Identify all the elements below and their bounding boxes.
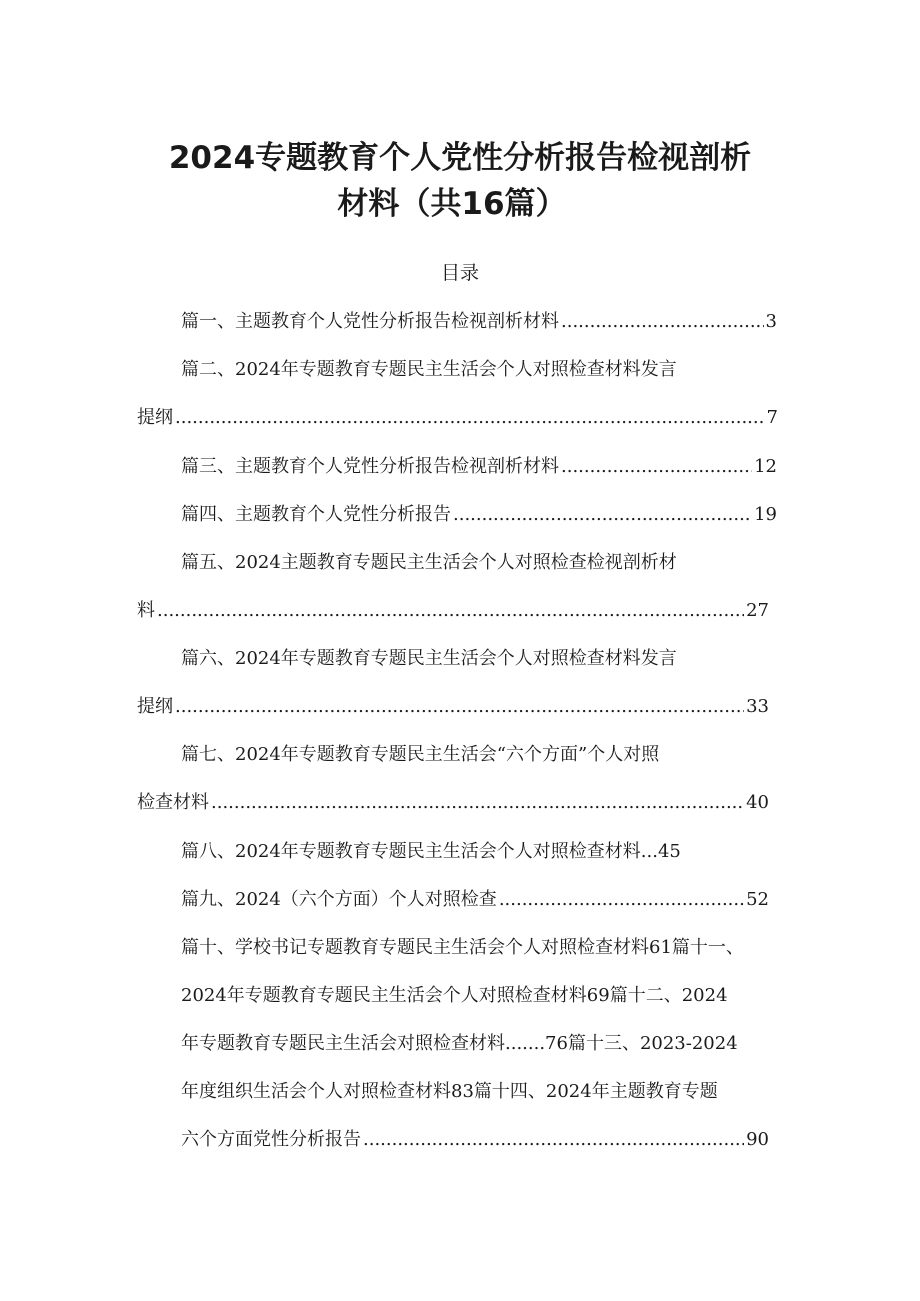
toc-leader-dots	[453, 502, 752, 528]
toc-entry-title: 篇九、2024（六个方面）个人对照检查	[181, 889, 497, 910]
toc-page-number: 90	[746, 1129, 769, 1150]
toc-entry-title: 提纲	[137, 407, 173, 428]
toc-merged-line-5[interactable]	[181, 1127, 769, 1153]
toc-page-number: 40	[746, 792, 769, 813]
toc-leader-dots	[499, 887, 744, 913]
toc-entry-title: 六个方面党性分析报告	[181, 1129, 361, 1150]
toc-entry-title: 篇三、主题教育个人党性分析报告检视剖析材料	[181, 456, 559, 477]
document-title-line-1: 2024专题教育个人党性分析报告检视剖析	[168, 140, 752, 176]
toc-leader-dots	[211, 790, 744, 816]
toc-entry-5-title-line-1[interactable]: 篇五、2024主题教育专题民主生活会个人对照检查检视剖析材	[181, 552, 677, 573]
toc-entry-title: 篇一、主题教育个人党性分析报告检视剖析材料	[181, 311, 559, 332]
toc-merged-line-3[interactable]: 年专题教育专题民主生活会对照检查材料.......76篇十三、2023-2024	[181, 1033, 738, 1054]
toc-page-number: 52	[746, 889, 769, 910]
toc-entry-title: 篇四、主题教育个人党性分析报告	[181, 504, 451, 525]
toc-merged-line-4[interactable]: 年度组织生活会个人对照检查材料83篇十四、2024年主题教育专题	[181, 1081, 718, 1102]
toc-page-number: 19	[754, 504, 777, 525]
toc-page-number: 12	[754, 456, 777, 477]
toc-page-number: 7	[766, 407, 778, 428]
toc-leader-dots	[561, 309, 764, 335]
toc-entry-2[interactable]	[137, 405, 778, 431]
document-title-line-2: 材料（共16篇）	[337, 186, 567, 222]
toc-entry-7-title-line-1[interactable]: 篇七、2024年专题教育专题民主生活会“六个方面”个人对照	[181, 744, 660, 765]
toc-entry-7[interactable]	[137, 790, 769, 816]
toc-page-number: 3	[765, 311, 777, 332]
toc-entry-title: 料	[137, 600, 155, 621]
toc-heading: 目录	[440, 262, 479, 284]
toc-entry-9[interactable]	[181, 887, 769, 913]
toc-entry-title: 提纲	[137, 696, 173, 717]
toc-page-number: 27	[746, 600, 769, 621]
toc-entry-4[interactable]	[181, 502, 777, 528]
toc-entry-2-title-line-1[interactable]: 篇二、2024年专题教育专题民主生活会个人对照检查材料发言	[181, 359, 677, 380]
toc-leader-dots	[561, 454, 752, 480]
toc-entry-6[interactable]	[137, 694, 769, 720]
toc-page-number: 33	[746, 696, 769, 717]
toc-leader-dots	[175, 694, 744, 720]
toc-leader-dots	[157, 598, 744, 624]
toc-leader-dots	[175, 405, 765, 431]
toc-entry-8[interactable]: 篇八、2024年专题教育专题民主生活会个人对照检查材料...45	[181, 841, 681, 862]
toc-entry-5[interactable]	[137, 598, 769, 624]
toc-merged-line-2[interactable]: 2024年专题教育专题民主生活会个人对照检查材料69篇十二、2024	[181, 985, 728, 1006]
toc-entry-3[interactable]	[181, 454, 777, 480]
toc-entry-title: 检查材料	[137, 792, 209, 813]
toc-entry-6-title-line-1[interactable]: 篇六、2024年专题教育专题民主生活会个人对照检查材料发言	[181, 648, 677, 669]
toc-merged-line-1[interactable]: 篇十、学校书记专题教育专题民主生活会个人对照检查材料61篇十一、	[181, 937, 744, 958]
toc-entry-1[interactable]	[181, 309, 777, 335]
toc-leader-dots	[363, 1127, 744, 1153]
